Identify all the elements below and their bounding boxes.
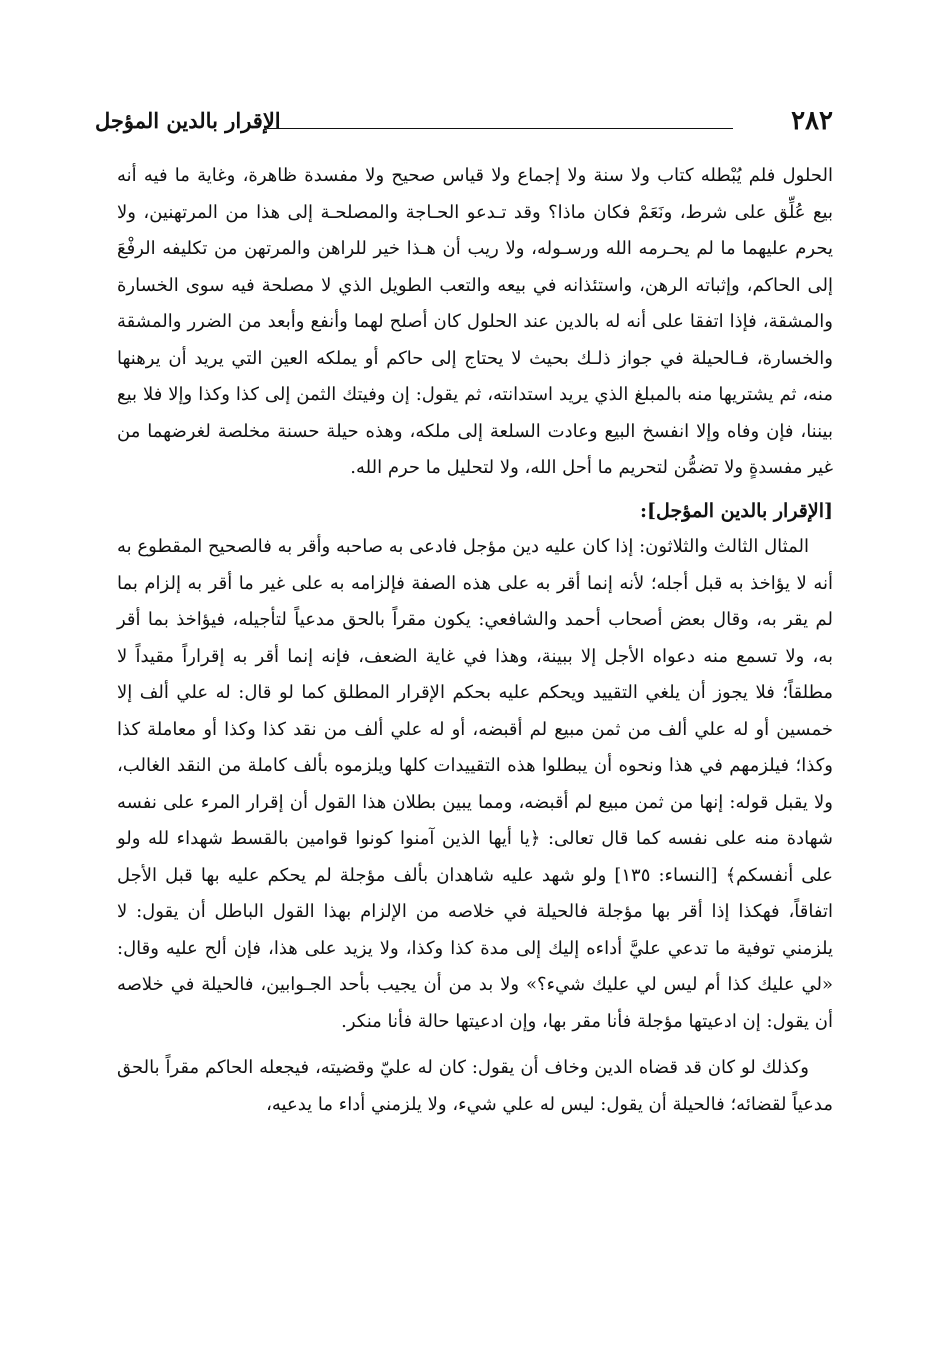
paragraph-debt-repaid: وكذلك لو كان قد قضاه الدين وخاف أن يقول: كان له عليّ وقضيته، فيجعله الحاكم مقراً بالحق مدعياً لقضائه؛ فالحيلة أن يقول: ليس له علي شيء، ولا يلزمني أداء ما يدعيه،: [117, 1057, 833, 1115]
page-header: [95, 106, 833, 142]
paragraph-continuation: الحلول فلم يُبْطله كتاب ولا سنة ولا إجماع ولا قياس صحيح ولا مفسدة ظاهرة، وغاية ما فيه أنه بيع عُلِّق على شرط، ونَعَمْ فكان ماذا؟ وقد تـدعو الحـاجة والمصلحـة إلى هذا من المرتهنين، ولا يحرم عليهما ما لم يحـرمه الله ورسـوله، ولا ريب أن هـذا خير للراهن والمرتهن من تكليفه الرفْعَ إلى الحاكم، وإثباته الرهن، واستئذانه في بيعه والتعب الطويل الذي لا مصلحة فيه سوى الخسارة والمشقة، فإذا اتفقا على أنه له بالدين عند الحلول كان أصلح لهما وأنفع وأبعد من الضرر والمشقة والخسارة، فـالحيلة في جواز ذلـك بحيث لا يحتاج إلى حاكم أو يملكه العين التي يريد أن يرهنها منه، ثم يشتريها منه بالمبلغ الذي يريد استدانته، ثم يقول: إن وفيتك الثمن إلى كذا وكذا وإلا فلا بيع بيننا، فإن وفاه وإلا انفسخ البيع وعادت السلعة إلى ملكه، وهذه حيلة حسنة مخلصة لغرضهما من غير مفسدةٍ ولا تضمُّن لتحريم ما أحل الله، ولا لتحليل ما حرم الله.: [117, 165, 833, 478]
running-title: الإقرار بالدين المؤجل: [95, 108, 281, 133]
page-number: ٢٨٢: [791, 106, 833, 136]
header-rule: [267, 128, 733, 129]
paragraph-example-33: المثال الثالث والثلاثون: إذا كان عليه دين مؤجل فادعى به صاحبه وأقر به فالصحيح المقطوع به أنه لا يؤاخذ به قبل أجله؛ لأنه إنما أقر به على هذه الصفة فإلزامه به على غير ما أقر به إلزام بما لم يقر به، وقال بعض أصحاب أحمد والشافعي: يكون مقراً بالحق مدعياً لتأجيله، فيؤاخذ بما أقر به، ولا تسمع منه دعواه الأجل إلا ببينة، وهذا في غاية الضعف، فإنه إنما أقر به إقراراً مقيداً لا مطلقاً؛ فلا يجوز أن يلغي التقييد ويحكم عليه بحكم الإقرار المطلق كما لو قال: له علي ألف إلا خمسين أو له علي ألف من ثمن مبيع لم أقبضه، أو له علي ألف من نقد كذا وكذا أو معاملة كذا وكذا؛ فيلزمهم في هذا ونحوه أن يبطلوا هذه التقييدات كلها ويلزموه بألف كاملة من النقد الغالب، ولا يقبل قوله: إنها من ثمن مبيع لم أقبضه، ومما يبين بطلان هذا القول أن إقرار المرء على نفسه شهادة منه على نفسه كما قال تعالى: ﴿يا أيها الذين آمنوا كونوا قوامين بالقسط شهداء لله ولو على أنفسكم﴾ [النساء: ١٣٥] ولو شهد عليه شاهدان بألف مؤجلة لم يحكم عليه بها قبل الأجل اتفاقاً، فهكذا إذا أقر بها مؤجلة فالحيلة في خلاصه من الإلزام بهذا القول الباطل أن يقول: لا يلزمني توفية ما تدعي عليَّ أداءه إليك إلى مدة كذا وكذا، ولا يزيد على هذا، فإن ألح عليه وقال: «لي عليك كذا أم ليس لي عليك شيء؟» ولا بد من أن يجيب بأحد الجـوابين، فالحيلة في خلاصه أن يقول: إن ادعيتها مؤجلة فأنا مقر بها، وإن ادعيتها حالة فأنا منكر.: [117, 536, 833, 1032]
section-heading: [الإقرار بالدين المؤجل]:: [640, 499, 833, 522]
body-text: [117, 158, 833, 1123]
